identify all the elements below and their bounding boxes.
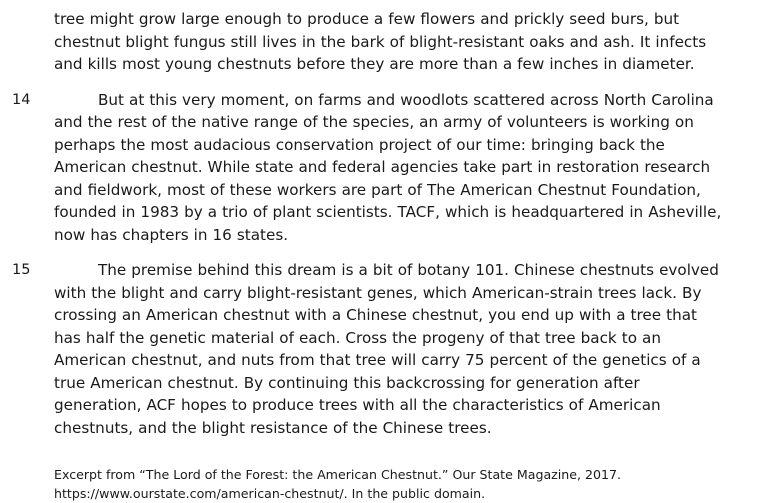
paragraph-block (12, 259, 722, 439)
source-attribution: Excerpt from “The Lord of the Forest: the American Chestnut.” Our State Magazine, 2017. https://www.ourstate.com/american-chestnut/. In the public domain. (54, 467, 622, 501)
paragraph-text: The premise behind this dream is a bit of botany 101. Chinese chestnuts evolved with the blight and carry blight-resistant genes, which American-strain trees lack. By crossing an American chestnut with a Chinese chestnut, you end up with a tree that has half the genetic material of each. Cross the progeny of that tree back to an American chestnut, and nuts from that tree will carry 75 percent of the genetics of a true American chestnut. By continuing this backcrossing for generation after generation, ACF hopes to produce trees with all the characteristics of American chestnuts, and the blight resistance of the Chinese trees. (54, 261, 719, 437)
paragraph-text: But at this very moment, on farms and woodlots scattered across North Carolina and the rest of the native range of the species, an army of volunteers is working on perhaps the most audacious conservation project of our time: bringing back the American chestnut. While state and federal agencies take part in restoration research and fieldwork, most of these workers are part of The American Chestnut Foundation, founded in 1983 by a trio of plant scientists. TACF, which is headquartered in Asheville, now has chapters in 16 states. (54, 90, 722, 244)
paragraph-text: tree might grow large enough to produce a few flowers and prickly seed burs, but chestnut blight fungus still lives in the bark of blight-resistant oaks and ash. It infects and kills most young chestnuts before they are more than a few inches in diameter. (54, 10, 707, 73)
paragraph-block (12, 8, 722, 76)
paragraph-block (12, 89, 722, 247)
paragraph-number: 14 (12, 91, 31, 108)
paragraph-number: 15 (12, 262, 31, 278)
